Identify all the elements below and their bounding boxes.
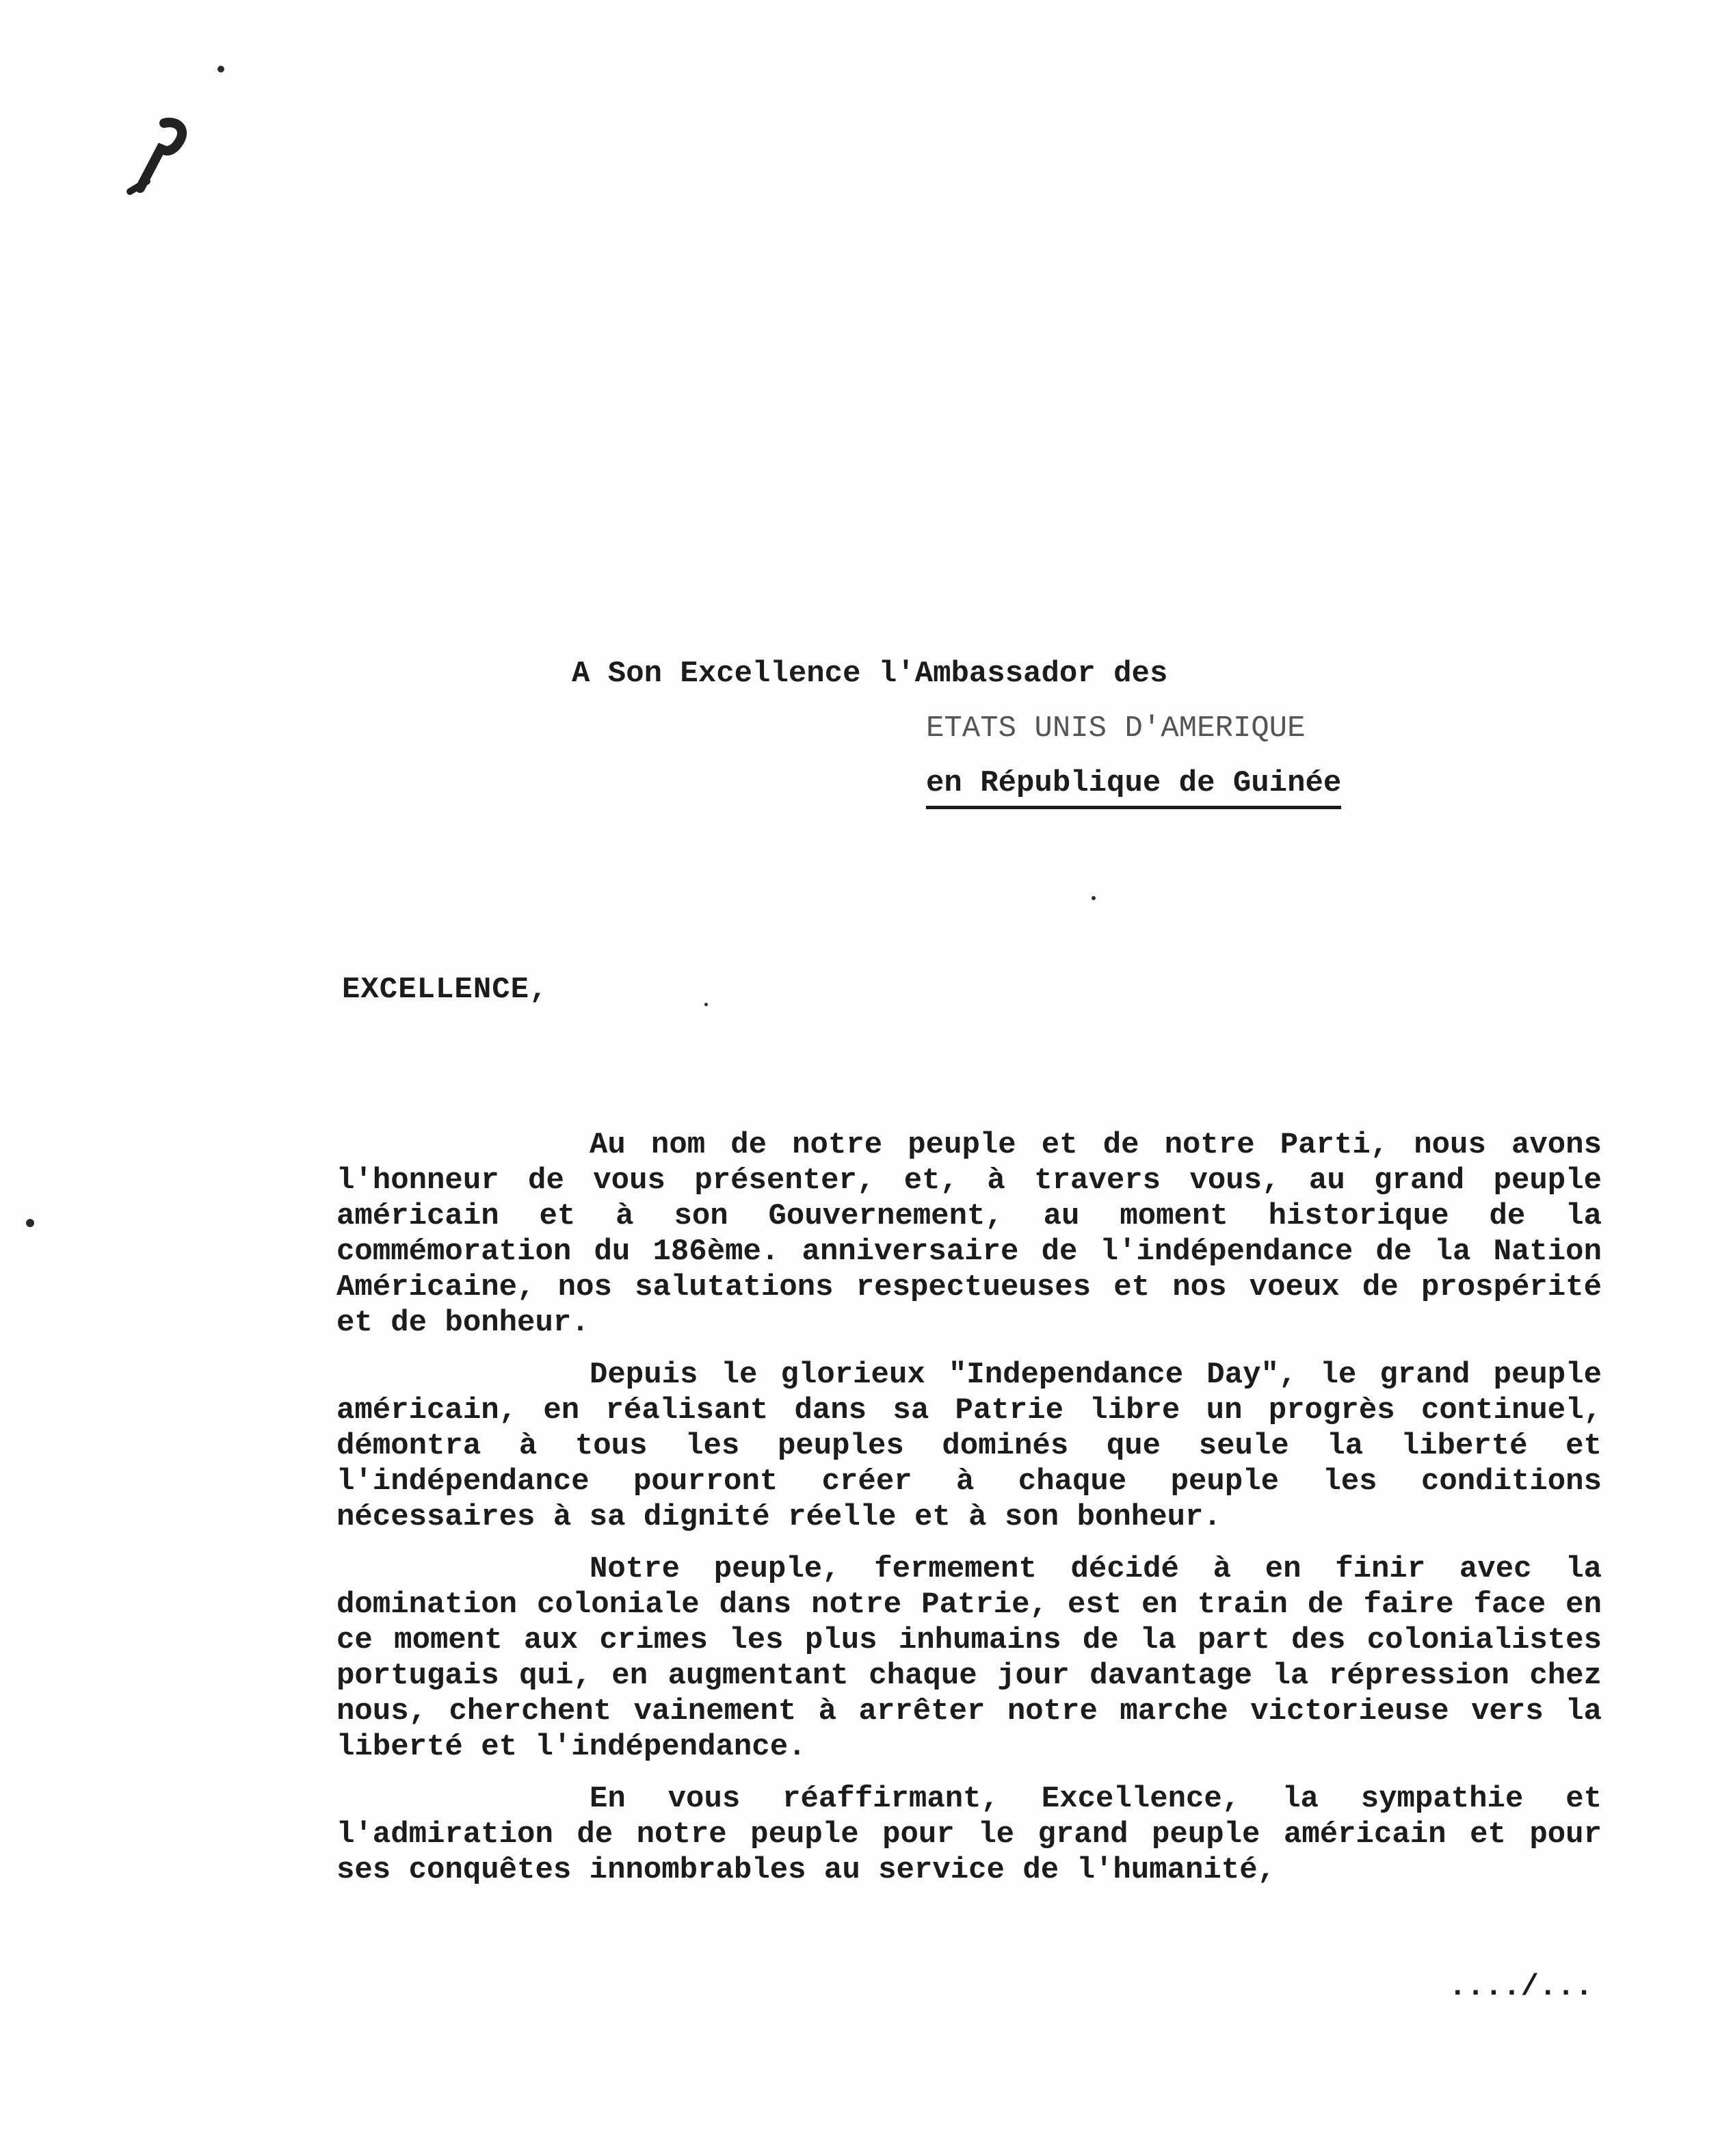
ink-speck (704, 1003, 708, 1006)
handwritten-mark (123, 116, 198, 198)
ink-speck (26, 1219, 34, 1227)
addressee-line-2: ETATS UNIS D'AMERIQUE (926, 711, 1306, 746)
body-paragraph-4: En vous réaffirmant, Excellence, la sympathie et l'admiration de notre peuple pour le grand peuple américain et pour ses conquêtes innombrables au service de l'humanité, (336, 1782, 1602, 1887)
ink-speck (217, 66, 224, 73)
body-paragraph-2: Depuis le glorieux "Independance Day", le grand peuple américain, en réalisant dans sa Patrie libre un progrès continuel, démontra à tous les peuples dominés que seule la liberté et l'indépendance pourront créer à chaque peuple les conditions nécessaires à sa dignité réelle et à son bonheur. (336, 1358, 1602, 1534)
letter-body (336, 1127, 1602, 1904)
addressee-block (572, 646, 1461, 811)
body-paragraph-3: Notre peuple, fermement décidé à en finir avec la domination coloniale dans notre Patrie, est en train de faire face en ce moment aux crimes les plus inhumains de la part des colonialistes portugais qui, en augmentant chaque jour davantage la répression chez nous, cherchent vainement à arrêter notre marche victorieuse vers la liberté et l'indépendance. (336, 1552, 1602, 1764)
ink-speck (1092, 896, 1096, 900)
salutation: EXCELLENCE, (342, 973, 549, 1007)
addressee-line-3: en République de Guinée (926, 761, 1341, 809)
addressee-line-1: A Son Excellence l'Ambassador des (572, 657, 1168, 691)
body-paragraph-1: Au nom de notre peuple et de notre Parti, nous avons l'honneur de vous présenter, et, à travers vous, au grand peuple américain et à son Gouvernement, au moment historique de la commémoration du 186ème. anniversaire de l'indépendance de la Nation Américaine, nos salutations respectueuses et nos voeux de prospérité et de bonheur. (336, 1128, 1602, 1340)
continuation-mark: ..../... (1449, 1970, 1594, 2004)
